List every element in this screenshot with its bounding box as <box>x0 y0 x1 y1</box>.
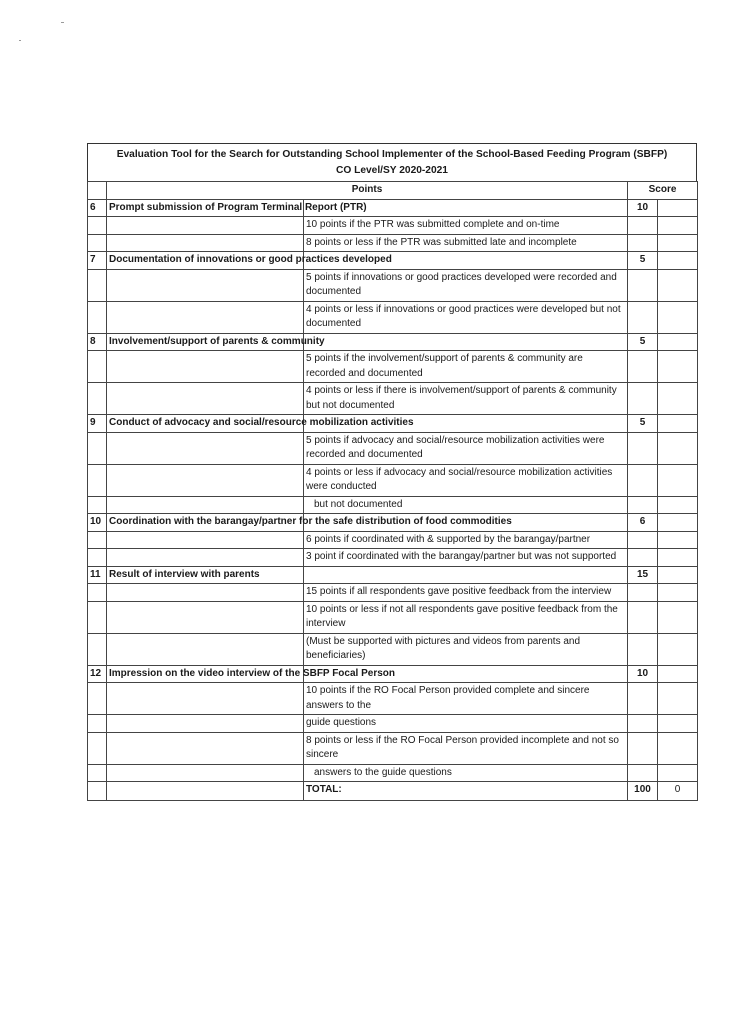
total-blank-cell <box>107 782 304 801</box>
criterion-number: 6 <box>88 199 107 217</box>
rubric-blank-cell <box>107 351 304 383</box>
rubric-row <box>88 601 698 633</box>
rubric-points-cell <box>628 601 658 633</box>
rubric-points-cell <box>628 301 658 333</box>
total-row <box>88 782 698 801</box>
title-line-1: Evaluation Tool for the Search for Outstanding School Implementer of the School-Based Feeding Program (SBFP) <box>116 149 668 160</box>
rubric-number-cell <box>88 715 107 733</box>
criterion-title: Documentation of innovations or good practices developed <box>107 252 304 270</box>
criterion-number: 9 <box>88 415 107 433</box>
rubric-description: 4 points or less if advocacy and social/resource mobilization activities were conducted <box>304 464 628 496</box>
rubric-blank-cell <box>107 601 304 633</box>
rubric-description: 8 points or less if the PTR was submitted late and incomplete <box>304 234 628 252</box>
criterion-title: Impression on the video interview of the SBFP Focal Person <box>107 665 304 683</box>
criterion-score-cell <box>658 415 698 433</box>
criterion-spacer <box>304 333 628 351</box>
criterion-number: 10 <box>88 514 107 532</box>
rubric-number-cell <box>88 584 107 602</box>
rubric-row <box>88 531 698 549</box>
rubric-row <box>88 732 698 764</box>
rubric-description: (Must be supported with pictures and videos from parents and beneficiaries) <box>304 633 628 665</box>
criterion-score-cell <box>658 199 698 217</box>
rubric-blank-cell <box>107 234 304 252</box>
rubric-number-cell <box>88 764 107 782</box>
rubric-points-cell <box>628 269 658 301</box>
rubric-row <box>88 217 698 235</box>
rubric-number-cell <box>88 217 107 235</box>
document-title <box>87 143 697 181</box>
rubric-points-cell <box>628 531 658 549</box>
rubric-score-cell <box>658 217 698 235</box>
criterion-spacer <box>304 566 628 584</box>
rubric-points-cell <box>628 764 658 782</box>
rubric-description: 10 points or less if not all respondents gave positive feedback from the interview <box>304 601 628 633</box>
rubric-row <box>88 633 698 665</box>
table-header-row <box>88 182 698 200</box>
rubric-score-cell <box>658 764 698 782</box>
rubric-description: 5 points if the involvement/support of parents & community are recorded and documented <box>304 351 628 383</box>
rubric-description: answers to the guide questions <box>304 764 628 782</box>
rubric-points-cell <box>628 683 658 715</box>
rubric-points-cell <box>628 432 658 464</box>
total-number-cell <box>88 782 107 801</box>
rubric-row <box>88 715 698 733</box>
criterion-number: 11 <box>88 566 107 584</box>
rubric-number-cell <box>88 683 107 715</box>
criterion-max-score: 10 <box>628 199 658 217</box>
rubric-row <box>88 383 698 415</box>
criterion-max-score: 10 <box>628 665 658 683</box>
criterion-score-cell <box>658 665 698 683</box>
rubric-points-cell <box>628 549 658 567</box>
total-max-score: 100 <box>628 782 658 801</box>
criterion-number: 7 <box>88 252 107 270</box>
criterion-score-cell <box>658 333 698 351</box>
rubric-points-cell <box>628 496 658 514</box>
criterion-max-score: 5 <box>628 415 658 433</box>
rubric-description: 8 points or less if the RO Focal Person provided incomplete and not so sincere <box>304 732 628 764</box>
rubric-row <box>88 351 698 383</box>
criterion-title: Conduct of advocacy and social/resource mobilization activities <box>107 415 304 433</box>
rubric-row <box>88 432 698 464</box>
rubric-score-cell <box>658 531 698 549</box>
rubric-score-cell <box>658 732 698 764</box>
criterion-row <box>88 514 698 532</box>
rubric-number-cell <box>88 351 107 383</box>
rubric-score-cell <box>658 584 698 602</box>
rubric-row <box>88 301 698 333</box>
rubric-description: 4 points or less if innovations or good practices were developed but not documented <box>304 301 628 333</box>
rubric-number-cell <box>88 301 107 333</box>
rubric-description: guide questions <box>304 715 628 733</box>
rubric-row <box>88 549 698 567</box>
criterion-row <box>88 199 698 217</box>
rubric-blank-cell <box>107 383 304 415</box>
rubric-blank-cell <box>107 764 304 782</box>
rubric-description: 5 points if innovations or good practices developed were recorded and documented <box>304 269 628 301</box>
rubric-number-cell <box>88 732 107 764</box>
rubric-points-cell <box>628 584 658 602</box>
rubric-score-cell <box>658 301 698 333</box>
rubric-blank-cell <box>107 432 304 464</box>
criterion-row <box>88 566 698 584</box>
rubric-row <box>88 234 698 252</box>
rubric-row <box>88 764 698 782</box>
rubric-points-cell <box>628 217 658 235</box>
rubric-blank-cell <box>107 683 304 715</box>
rubric-blank-cell <box>107 633 304 665</box>
rubric-number-cell <box>88 234 107 252</box>
rubric-number-cell <box>88 633 107 665</box>
rubric-blank-cell <box>107 715 304 733</box>
rubric-points-cell <box>628 383 658 415</box>
rubric-description: 10 points if the PTR was submitted complete and on-time <box>304 217 628 235</box>
rubric-score-cell <box>658 601 698 633</box>
rubric-points-cell <box>628 715 658 733</box>
rubric-number-cell <box>88 383 107 415</box>
rubric-number-cell <box>88 496 107 514</box>
criterion-row <box>88 415 698 433</box>
criterion-score-cell <box>658 566 698 584</box>
rubric-points-cell <box>628 633 658 665</box>
rubric-row <box>88 464 698 496</box>
scan-speck <box>61 22 64 23</box>
header-score: Score <box>628 182 698 200</box>
rubric-score-cell <box>658 549 698 567</box>
rubric-blank-cell <box>107 549 304 567</box>
header-blank-cell <box>88 182 107 200</box>
rubric-description: 5 points if advocacy and social/resource mobilization activities were recorded and documented <box>304 432 628 464</box>
rubric-description: 4 points or less if there is involvement/support of parents & community but not documented <box>304 383 628 415</box>
rubric-description: 15 points if all respondents gave positive feedback from the interview <box>304 584 628 602</box>
rubric-score-cell <box>658 432 698 464</box>
rubric-score-cell <box>658 715 698 733</box>
rubric-blank-cell <box>107 496 304 514</box>
rubric-number-cell <box>88 269 107 301</box>
criterion-max-score: 5 <box>628 252 658 270</box>
rubric-points-cell <box>628 464 658 496</box>
rubric-blank-cell <box>107 301 304 333</box>
total-label: TOTAL: <box>304 782 628 801</box>
title-line-2: CO Level/SY 2020-2021 <box>336 165 448 176</box>
criterion-title: Result of interview with parents <box>107 566 304 584</box>
rubric-row <box>88 496 698 514</box>
criterion-max-score: 5 <box>628 333 658 351</box>
total-score: 0 <box>658 782 698 801</box>
criterion-title: Prompt submission of Program Terminal Report (PTR) <box>107 199 304 217</box>
rubric-row <box>88 584 698 602</box>
rubric-points-cell <box>628 234 658 252</box>
rubric-blank-cell <box>107 269 304 301</box>
rubric-score-cell <box>658 269 698 301</box>
rubric-score-cell <box>658 464 698 496</box>
criterion-max-score: 6 <box>628 514 658 532</box>
rubric-number-cell <box>88 432 107 464</box>
header-points: Points <box>107 182 628 200</box>
criterion-number: 12 <box>88 665 107 683</box>
rubric-blank-cell <box>107 464 304 496</box>
evaluation-sheet <box>87 143 697 801</box>
rubric-score-cell <box>658 496 698 514</box>
criterion-title: Coordination with the barangay/partner for the safe distribution of food commodities <box>107 514 304 532</box>
rubric-points-cell <box>628 351 658 383</box>
criterion-row <box>88 665 698 683</box>
criterion-title: Involvement/support of parents & community <box>107 333 304 351</box>
rubric-row <box>88 269 698 301</box>
rubric-score-cell <box>658 234 698 252</box>
criterion-number: 8 <box>88 333 107 351</box>
scan-speck <box>19 40 21 41</box>
criterion-max-score: 15 <box>628 566 658 584</box>
rubric-blank-cell <box>107 732 304 764</box>
rubric-score-cell <box>658 633 698 665</box>
rubric-description: 3 point if coordinated with the barangay/partner but was not supported <box>304 549 628 567</box>
rubric-number-cell <box>88 531 107 549</box>
rubric-score-cell <box>658 383 698 415</box>
rubric-blank-cell <box>107 217 304 235</box>
rubric-description: 6 points if coordinated with & supported by the barangay/partner <box>304 531 628 549</box>
rubric-blank-cell <box>107 531 304 549</box>
rubric-score-cell <box>658 683 698 715</box>
rubric-row <box>88 683 698 715</box>
rubric-description: 10 points if the RO Focal Person provided complete and sincere answers to the <box>304 683 628 715</box>
evaluation-table <box>87 181 698 801</box>
rubric-description: but not documented <box>304 496 628 514</box>
criterion-score-cell <box>658 514 698 532</box>
criterion-row <box>88 333 698 351</box>
rubric-number-cell <box>88 549 107 567</box>
rubric-points-cell <box>628 732 658 764</box>
criterion-score-cell <box>658 252 698 270</box>
rubric-blank-cell <box>107 584 304 602</box>
rubric-score-cell <box>658 351 698 383</box>
criterion-row <box>88 252 698 270</box>
rubric-number-cell <box>88 464 107 496</box>
rubric-number-cell <box>88 601 107 633</box>
